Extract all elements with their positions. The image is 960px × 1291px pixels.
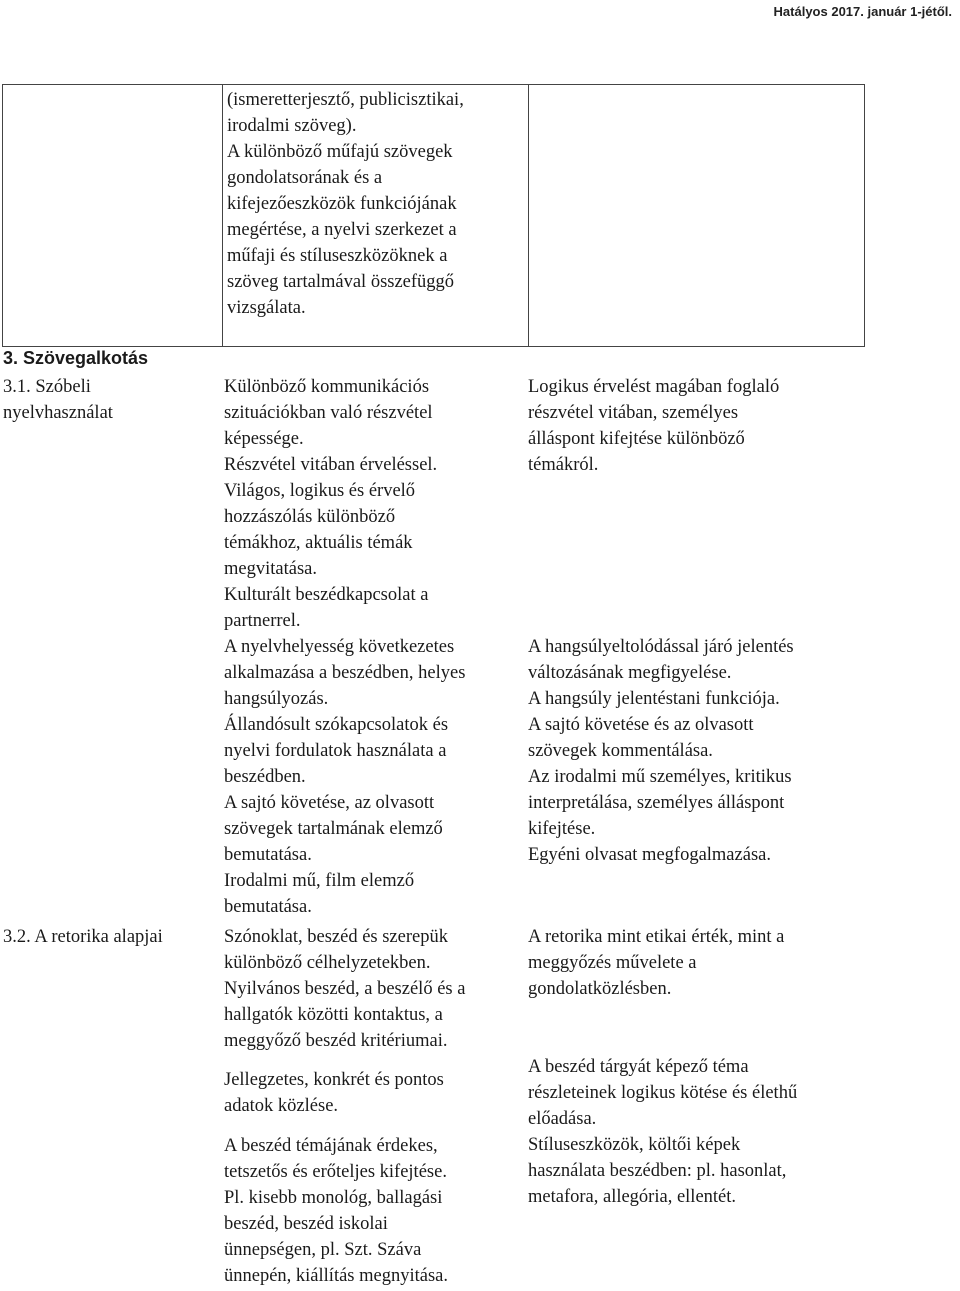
table-cell-topic (3, 85, 223, 347)
rhetoric-content-c: A beszéd témájának érdekes, tetszetős és erőteljes kifejtése. Pl. kisebb monológ, ballagási beszéd, beszéd iskolai ünnepségen, pl. Szt. Száva ünnepén, kiállítás megnyitása. (224, 1136, 448, 1286)
table-cell-notes (529, 85, 865, 347)
oral-notes-a: Logikus érvelést magában foglaló részvétel vitában, személyes álláspont kifejtése különböző témákról. (528, 377, 780, 475)
rhetoric-notes-b: A beszéd tárgyát képező téma részleteinek logikus kötése és élethű előadása. Stíluseszközök, költői képek használata beszédben: pl. hasonlat, metafora, allegória, ellentét. (528, 1057, 798, 1207)
rhetoric-notes-a: A retorika mint etikai érték, mint a meggyőzés művelete a gondolatközlésben. (528, 927, 785, 999)
table-cell-content (223, 85, 529, 347)
oral-content-b: A nyelvhelyesség következetes alkalmazása a beszédben, helyes hangsúlyozás. Állandósult szókapcsolatok és nyelvi fordulatok használata a beszédben. A sajtó követése, az olvasott szövegek tartalmának elemző bemutatása. Irodalmi mű, film elemző bemutatása. (224, 637, 466, 917)
curriculum-table-top (2, 84, 865, 347)
subsection-title-oral: 3.1. Szóbeli nyelvhasználat (3, 377, 113, 423)
oral-content-a: Különböző kommunikációs szituációkban való részvétel képessége. Részvétel vitában érveléssel. Világos, logikus és érvelő hozzászólás különböző témákhoz, aktuális témák megvitatása. Kulturált beszédkapcsolat a partnerrel. (224, 377, 438, 631)
top-row-text: (ismeretterjesztő, publicisztikai, irodalmi szöveg). A különböző műfajú szövegek gondolatsorának és a kifejezőeszközök funkciójának megértése, a nyelvi szerkezet a műfaji és stíluseszközöknek a szöveg tartalmával összefüggő vizsgálata. (227, 90, 464, 318)
rhetoric-content-b: Jellegzetes, konkrét és pontos adatok közlése. (224, 1070, 444, 1116)
table-row (3, 85, 865, 347)
subsection-title-rhetoric: 3.2. A retorika alapjai (3, 927, 163, 947)
rhetoric-content-a: Szónoklat, beszéd és szerepük különböző célhelyzetekben. Nyilvános beszéd, a beszélő és a hallgatók közötti kontaktus, a meggyőző beszéd kritériumai. (224, 927, 466, 1051)
oral-notes-b: A hangsúlyeltolódással járó jelentés változásának megfigyelése. A hangsúly jelentéstani funkciója. A sajtó követése és az olvasott szövegek kommentálása. Az irodalmi mű személyes, kritikus interpretálása, személyes álláspont kifejtése. Egyéni olvasat megfogalmazása. (528, 637, 794, 865)
section-title: 3. Szövegalkotás (3, 348, 149, 368)
effective-date-header: Hatályos 2017. január 1-jétől. (773, 4, 952, 19)
